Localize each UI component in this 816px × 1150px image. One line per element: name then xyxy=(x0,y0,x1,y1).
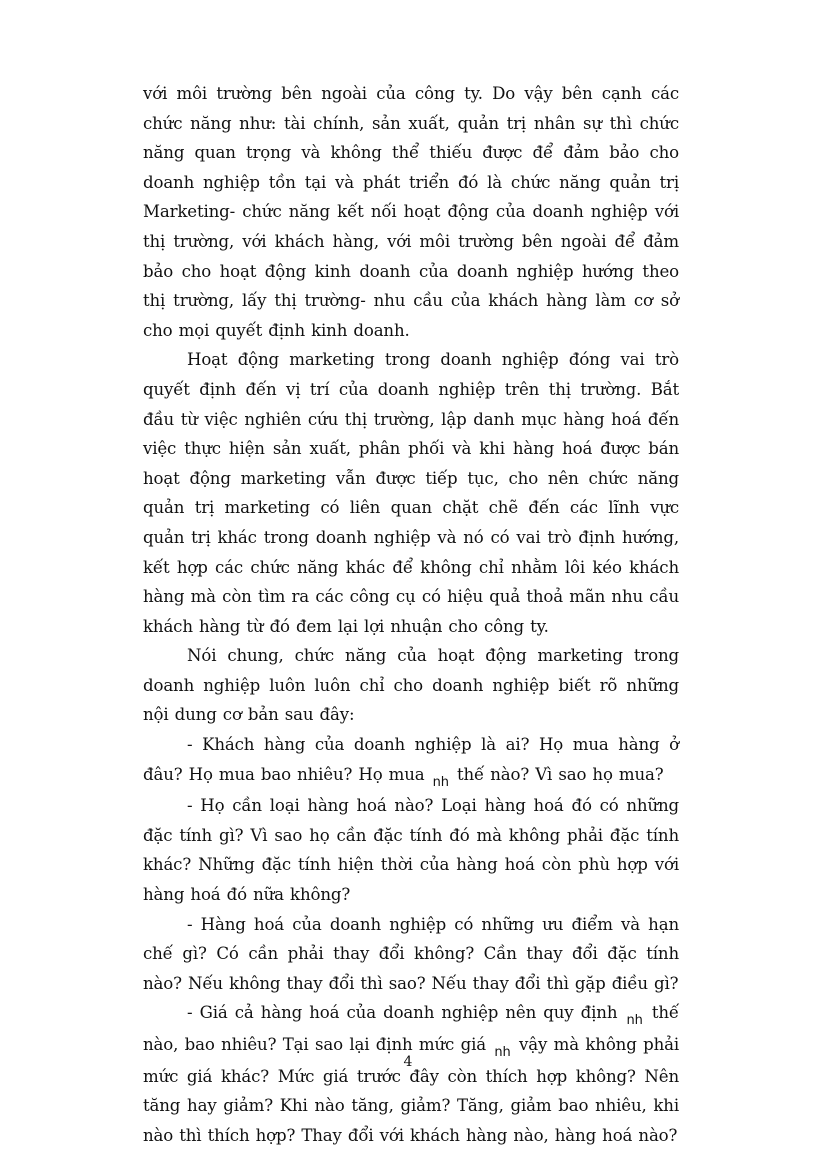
question-product-type: - Họ cần loại hàng hoá nào? Loại hàng hoá đó có những đặc tính gì? Vì sao họ cần đặc tính đó mà không phải đặc tính khác? Những đặc tính hiện thời của hàng hoá còn phù hợp với hàng hoá đó nữa không? xyxy=(143,796,679,905)
question-pricing-text-3: vậy mà không phải mức giá khác? Mức giá trước đây còn thích hợp không? Nên tăng hay giảm? Khi nào tăng, giảm? Tăng, giảm bao nhiêu, khi nào thì thích hợp? Thay đổi với khách hàng nào, hàng hoá nào? xyxy=(143,1035,680,1145)
question-product-strengths: - Hàng hoá của doanh nghiệp có những ưu điểm và hạn chế gì? Có cần phải thay đổi không? Cần thay đổi đặc tính nào? Nếu không thay đổi thì sao? Nếu thay đổi thì gặp điều gì? xyxy=(143,914,679,993)
body-text xyxy=(143,79,679,1150)
paragraph-2: Hoạt động marketing trong doanh nghiệp đóng vai trò quyết định đến vị trí của doanh nghiệp trên thị trường. Bắt đầu từ việc nghiên cứu thị trường, lập danh mục hàng hoá đến việc thực hiện sản xuất, phân phối và khi hàng hoá được bán hoạt động marketing vẫn được tiếp tục, cho nên chức năng quản trị marketing có liên quan chặt chẽ đến các lĩnh vực quản trị khác trong doanh nghiệp và nó có vai trò định hướng, kết hợp các chức năng khác để không chỉ nhằm lôi kéo khách hàng mà còn tìm ra các công cụ có hiệu quả thoả mãn nhu cầu khách hàng từ đó đem lại lợi nhuận cho công ty. xyxy=(143,350,679,636)
question-customers-text-1: - Khách hàng của doanh nghiệp là ai? Họ mua hàng ở đâu? Họ mua bao nhiêu? Họ mua xyxy=(143,735,679,784)
question-customers-text-2: thế nào? Vì sao họ mua? xyxy=(456,764,664,784)
question-customers xyxy=(143,730,679,791)
page-number: 4 xyxy=(403,1054,413,1070)
artifact-nh: nh xyxy=(494,1045,511,1060)
paragraph-3: Nói chung, chức năng của hoạt động marketing trong doanh nghiệp luôn luôn chỉ cho doanh nghiệp biết rõ những nội dung cơ bản sau đây: xyxy=(143,646,679,725)
paragraph-1: với môi trường bên ngoài của công ty. Do vậy bên cạnh các chức năng như: tài chính, sản xuất, quản trị nhân sự thì chức năng quan trọng và không thể thiếu được để đảm bảo cho doanh nghiệp tồn tại và phát triển đó là chức năng quản trị Marketing- chức năng kết nối hoạt động của doanh nghiệp với thị trường, với khách hàng, với môi trường bên ngoài để đảm bảo cho hoạt động kinh doanh của doanh nghiệp hướng theo thị trường, lấy thị trường- nhu cầu của khách hàng làm cơ sở cho mọi quyết định kinh doanh. xyxy=(143,84,679,340)
question-pricing-text-2: thế nào, bao nhiêu? Tại sao lại định mức giá xyxy=(143,1003,679,1054)
artifact-nh: nh xyxy=(626,1013,643,1029)
artifact-nh: nh xyxy=(432,774,449,790)
question-pricing xyxy=(143,998,679,1150)
question-pricing-text-1: - Giá cả hàng hoá của doanh nghiệp nên quy định xyxy=(187,1003,618,1023)
